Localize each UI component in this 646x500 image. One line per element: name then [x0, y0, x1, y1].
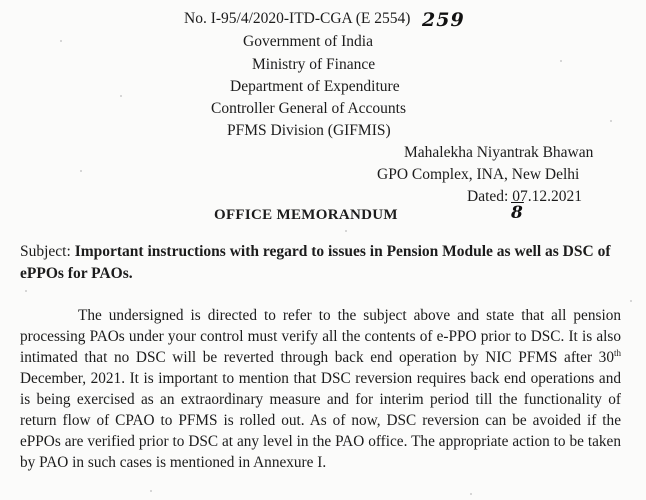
- body-paragraph: [20, 305, 621, 473]
- ordinal-suffix: th: [613, 347, 621, 358]
- subject-text: Important instructions with regard to issues in Pension Module as well as DSC of ePPOs for PAOs.: [20, 243, 611, 282]
- controller-line: Controller General of Accounts: [211, 100, 406, 117]
- handwritten-number: 259: [422, 9, 465, 31]
- division-line: PFMS Division (GIFMIS): [227, 122, 391, 139]
- file-number: No. I-95/4/2020-ITD-CGA (E 2554): [184, 10, 411, 27]
- ministry-line: Ministry of Finance: [252, 56, 376, 73]
- government-line: Government of India: [243, 33, 373, 50]
- department-line: Department of Expenditure: [230, 78, 400, 95]
- address-line-2: GPO Complex, INA, New Delhi: [377, 166, 580, 183]
- body-text-1: The undersigned is directed to refer to the subject above and state that all pension processing PAOs under your control must verify all the contents of e-PPO prior to DSC. It is also intimated that no DSC will be reverted through back end operation by NIC PFMS after 30: [20, 307, 621, 366]
- handwritten-mark: 8: [511, 203, 524, 223]
- subject-label: Subject:: [20, 243, 71, 260]
- body-text-2: December, 2021. It is important to mention that DSC reversion requires back end operations and is being exercised as an extraordinary measure and for interim period till the functionality of return flow of CPAO to PFMS is rolled out. As of now, DSC reversion can be avoided if the ePPOs are verified prior to DSC at any level in the PAO office. The appropriate action to be taken by PAO in such cases is mentioned in Annexure I.: [20, 370, 621, 471]
- subject-block: [20, 241, 620, 285]
- address-line-1: Mahalekha Niyantrak Bhawan: [404, 144, 594, 161]
- memo-title: OFFICE MEMORANDUM: [214, 207, 398, 223]
- date-line: Dated: 07.12.2021: [467, 188, 582, 205]
